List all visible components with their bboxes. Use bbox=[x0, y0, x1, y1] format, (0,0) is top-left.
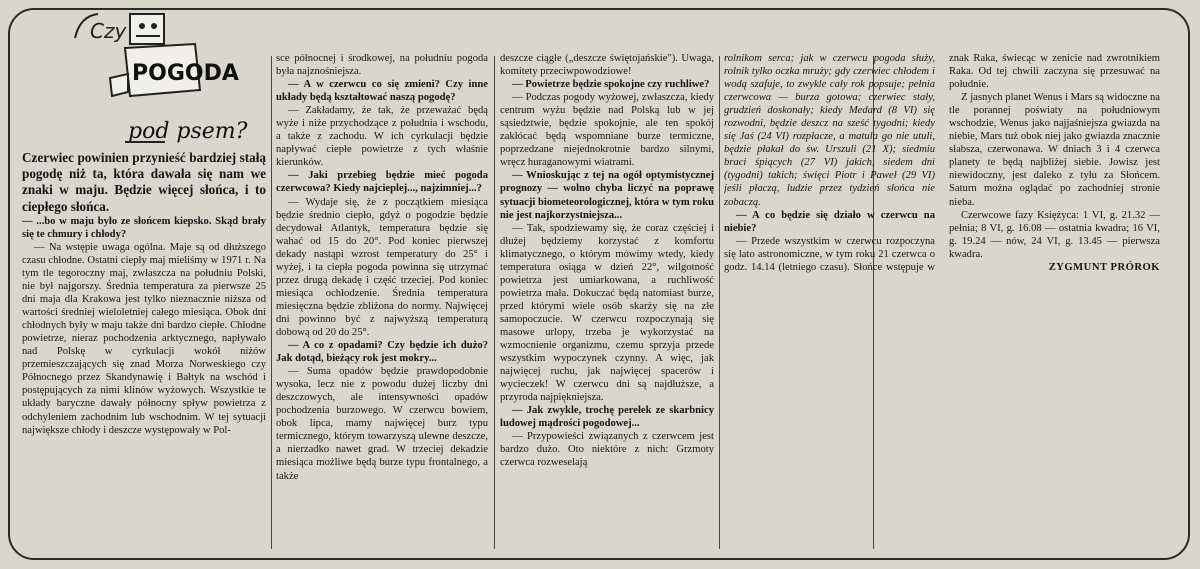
column-2 bbox=[276, 52, 488, 557]
paragraph: — Powietrze będzie spokojne czy ruchliwe? bbox=[512, 79, 710, 91]
paragraph: — Tak, spodziewamy się, że coraz częściej i dłużej będziemy korzystać z komfortu klimatycznego, o którym mówimy wtedy, kiedy temperatura osiąga w dzień 22°, wilgotność powietrza jest umiarkowana, a ruchliwość powietrza mała. Dokuczać będą natomiast burze, przed którymi wiele osób skarży się na złe samopoczucie. W czerwcu rozpoczynają się masowe urlopy, trzeba je wykorzystać na wzmocnienie organizmu, czemu sprzyja przede wszystkim wypoczynek czynny. A więc, jak najwięcej ruchu, jak najwięcej spacerów i wycieczek! W czerwcu dni są najdłuższe, a przyroda najpiękniejsza. bbox=[500, 222, 714, 404]
column-rule bbox=[271, 56, 272, 549]
lead-paragraph: Czerwiec powinien przynieść bardziej stałą pogodę niż ta, która dawała się nam we znaki w maju. Będzie więcej słońca, i to ciepłego słońca. bbox=[22, 150, 266, 214]
column-1 bbox=[22, 150, 266, 550]
paragraph: — A co będzie się działo w czerwcu na niebie? bbox=[724, 209, 935, 234]
paragraph: — A w czerwcu co się zmieni? Czy inne układy będą kształtować naszą pogodę? bbox=[276, 79, 488, 104]
column-rule bbox=[719, 56, 720, 549]
pogoda-logo bbox=[70, 8, 270, 148]
logo-czy: Czy bbox=[90, 19, 127, 43]
paragraph: — ...bo w maju było ze słońcem kiepsko. Skąd brały się te chmury i chłody? bbox=[22, 215, 266, 240]
paragraph: — Przede wszystkim w czerwcu rozpoczyna się lato astronomiczne, w tym roku 21 czerwca o godz. 14.14 (letniego czasu). Słońce wstępuje w znak Raka, świecąc w zenicie nad zwrotnikiem Raka. Od tej chwili zaczyna się przesuwać na południe. bbox=[724, 53, 1160, 273]
paragraph: — Jaki przebieg będzie mieć pogoda czerwcowa? Kiedy najcieplej..., najzimniej...? bbox=[276, 170, 488, 195]
paragraph: — A co z opadami? Czy będzie ich dużo? Jak dotąd, bieżący rok jest mokry... bbox=[276, 340, 488, 365]
author-signature: ZYGMUNT PRÓROK bbox=[1048, 261, 1160, 273]
paragraph: — Wydaje się, że z początkiem miesiąca będzie średnio ciepło, gdyż o pogodzie będzie decydował Atlantyk, temperatura będzie się wahać od 15 do 20°. Pod koniec pierwszej dekady nastąpi wzrost temperatury do 25° i wyżej, i ta ciepła pogoda powinna się utrzymać przez drugą dekadę i część trzeciej. Pod koniec miesiąca ochłodzenie. Średnia temperatura miesięczna będzie zbliżona do normy. Najwięcej dni powinno być z najwyższą temperaturą dobową od 20 do 25°. bbox=[276, 196, 488, 338]
paragraph: — Suma opadów będzie prawdopodobnie wysoka, lecz nie z powodu dużej liczby dni deszczowych, ale intensywności opadów pochodzenia burzowego. W czerwcu bowiem, obok lipca, mamy najwięcej burz typu termicznego, którym towarzyszą ulewne deszcze, a nierzadko nawet grad. W trzeciej dekadzie miesiąca możliwe będą burze typu frontalnego, a także bbox=[276, 366, 488, 482]
paragraph: deszcze ciągłe („deszcze świętojańskie"). Uwaga, komitety przeciwpowodziowe! bbox=[500, 53, 714, 78]
paragraph: — Zakładamy, że tak, że przeważać będą wyże i niże przychodzące z południa i wschodu, a także z zachodu. W ich cyrkulacji będzie napływać ciepłe powietrze z tych właśnie kierunków. bbox=[276, 105, 488, 169]
paragraph: — Podczas pogody wyżowej, zwłaszcza, kiedy centrum wyżu będzie nad Polską lub w jej sąsiedztwie, będzie spokojnie, ale ten spokój zakłócać będą wspomniane burze termiczne, poprzedzane niejednokrotnie bardzo silnymi, wręcz huraganowymi wiatrami. bbox=[500, 92, 714, 169]
paragraph: — Wnioskując z tej na ogół optymistycznej prognozy — wolno chyba liczyć na poprawę sytuacji biometeorologicznej, która w tym roku nie jest najkorzystniejsza... bbox=[500, 170, 714, 221]
column-rule bbox=[494, 56, 495, 549]
column-5 bbox=[724, 52, 1160, 557]
logo-title: POGODA bbox=[132, 61, 239, 86]
paragraph: Czerwcowe fazy Księżyca: 1 VI, g. 21.32 — pełnia; 8 VI, g. 16.08 — ostatnia kwadra; 16 VI, g. 19.24 — nów, 24 VI, g. 13.45 — pierwsza kwadra. bbox=[949, 209, 1160, 260]
paragraph: — Jak zwykle, trochę perełek ze skarbnicy ludowej mądrości pogodowej... bbox=[500, 405, 714, 430]
logo-subtitle: pod psem? bbox=[128, 119, 248, 144]
paragraph: — Przypowieści związanych z czerwcem jest bardzo dużo. Oto niektóre z nich: Grzmoty czerwca rozweselają bbox=[500, 431, 714, 469]
paragraph: — Na wstępie uwaga ogólna. Maje są od dłuższego czasu chłodne. Ostatni ciepły maj mieliśmy w 1971 r. Na tym tle tegoroczny maj, zwłaszcza na południu Polski, nie był najgorszy. Średnia temperatura za pierwsze 25 dni maja dla Krakowa jest tylko nieznacznie niższa od wartości średniej wieloletniej całego miesiąca. Obok dni chłodnych były w maju także dni bardzo ciepłe. Chłodne powietrze, nieraz pochodzenia arktycznego, napływało nad Polskę w cyrkulacji wokół niżów przemieszczających się znad Morza Norweskiego czy Północnego przez Skandynawię i Bałtyk na wschód i postępujących za nimi klinów wyżowych. Wszystkie te układy baryczne dawały północny spływ powietrza z odchyleniem zachodnim lub wschodnim. W tej sytuacji największe chłody i deszcze występowały w Pol- bbox=[22, 241, 266, 436]
column-3 bbox=[500, 52, 714, 557]
paragraph: rolnikom serca; jak w czerwcu pogoda służy, rolnik tylko oczka mruży; gdy czerwiec chłodem i wodą szafuje, to zwykle cały rok popsuje; pełnia czerwcowa — burza gotowa; czerwiec stały, grudzień doskonały; kiedy Medard (8 VI) się rozwodni, będzie deszcz na sześć tygodni; kiedy się Jaś (24 VI) rozpłacze, a matula go nie utuli, będzie płakał do św. Urszuli (21 X); siedmiu braci śpiących (27 VI) jakich, siedem dni (tygodni) takich; święci Piotr i Paweł (29 VI) jeśli płaczą, ludzie przez tydzień słońca nie zobaczą. bbox=[724, 53, 935, 208]
paragraph: Z jasnych planet Wenus i Mars są widoczne na tle porannej poświaty na południowym wschodzie, Wenus jako najjaśniejsza gwiazda na niebie, Mars tuż obok niej jako gwiazda znacznie słabsza, czerwonawa. W dniach 3 i 4 czerwca planety te będą najbliżej siebie. Jowisz jest niewidoczny, jest daleko z tyłu za Słońcem. Saturn można oglądać po zachodniej stronie nieba. bbox=[949, 92, 1160, 208]
paragraph: sce północnej i środkowej, na południu pogoda była najznośniejsza. bbox=[276, 53, 488, 78]
